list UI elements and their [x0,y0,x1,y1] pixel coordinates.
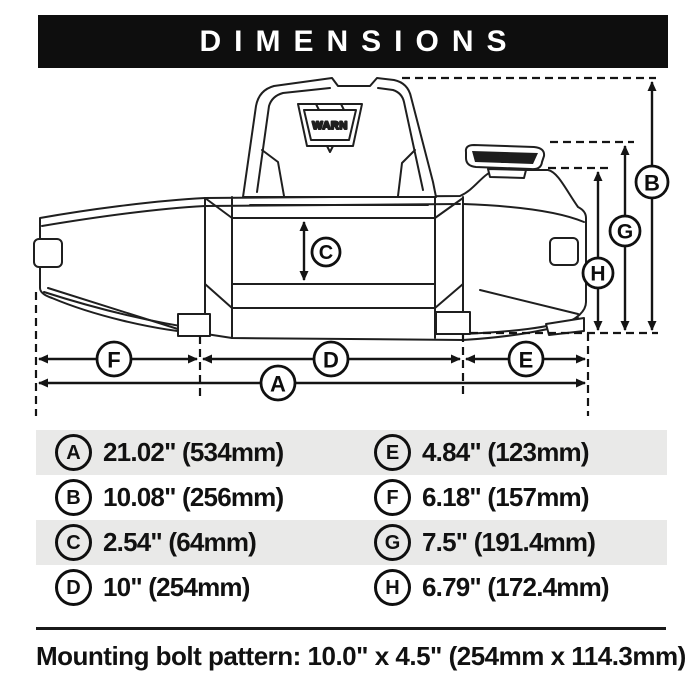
letter-badge-c: C [55,524,92,561]
letter-badge-h: H [374,569,411,606]
spec-value-f: 6.18" (157mm) [422,482,589,512]
control-pack [243,78,436,205]
spec-cell-h [374,569,667,606]
left-end-tab [34,239,62,267]
spec-value-a: 21.02" (534mm) [103,437,284,467]
callout-c [312,238,340,266]
winch-body-art [34,78,586,340]
callout-g [610,216,640,246]
spec-row-c-g [36,520,667,565]
letter-badge-d: D [55,569,92,606]
spec-value-c: 2.54" (64mm) [103,527,257,557]
spec-value-e: 4.84" (123mm) [422,437,589,467]
spec-value-h: 6.79" (172.4mm) [422,572,609,602]
svg-text:B: B [644,170,660,196]
spec-value-g: 7.5" (191.4mm) [422,527,596,557]
letter-badge-f: F [374,479,411,516]
page-title: DIMENSIONS [199,24,520,58]
svg-text:A: A [270,371,286,397]
callout-a [261,366,295,400]
spec-row-d-h [36,565,667,610]
spec-cell-g [374,524,667,561]
svg-text:G: G [616,220,634,244]
letter-badge-g: G [374,524,411,561]
spec-cell-f [374,479,667,516]
spec-value-d: 10" (254mm) [103,572,250,602]
brand-plate [298,104,362,152]
spec-cell-b [36,479,374,516]
warn-logo-text: WARN [312,120,348,132]
svg-text:E: E [518,347,534,373]
svg-text:C: C [318,242,334,264]
callout-d [314,342,348,376]
svg-text:F: F [107,347,121,373]
svg-text:D: D [323,347,339,373]
svg-text:H: H [590,262,606,286]
letter-badge-a: A [55,434,92,471]
dimension-spec-table [36,430,667,610]
letter-badge-b: B [55,479,92,516]
callout-e [509,342,543,376]
mounting-bolt-pattern-note: Mounting bolt pattern: 10.0" x 4.5" (254mm x 114.3mm) [36,641,686,671]
callout-h [583,258,613,288]
letter-badge-e: E [374,434,411,471]
callout-f [97,342,131,376]
spec-cell-a [36,434,374,471]
footer-divider [36,627,666,630]
spec-value-b: 10.08" (256mm) [103,482,284,512]
callout-b [636,166,668,198]
spec-cell-e [374,434,667,471]
spec-row-b-f [36,475,667,520]
spec-cell-c [36,524,374,561]
right-end-tab [550,238,578,265]
spec-cell-d [36,569,374,606]
clutch-logo-text: W [499,153,511,165]
spec-row-a-e [36,430,667,475]
